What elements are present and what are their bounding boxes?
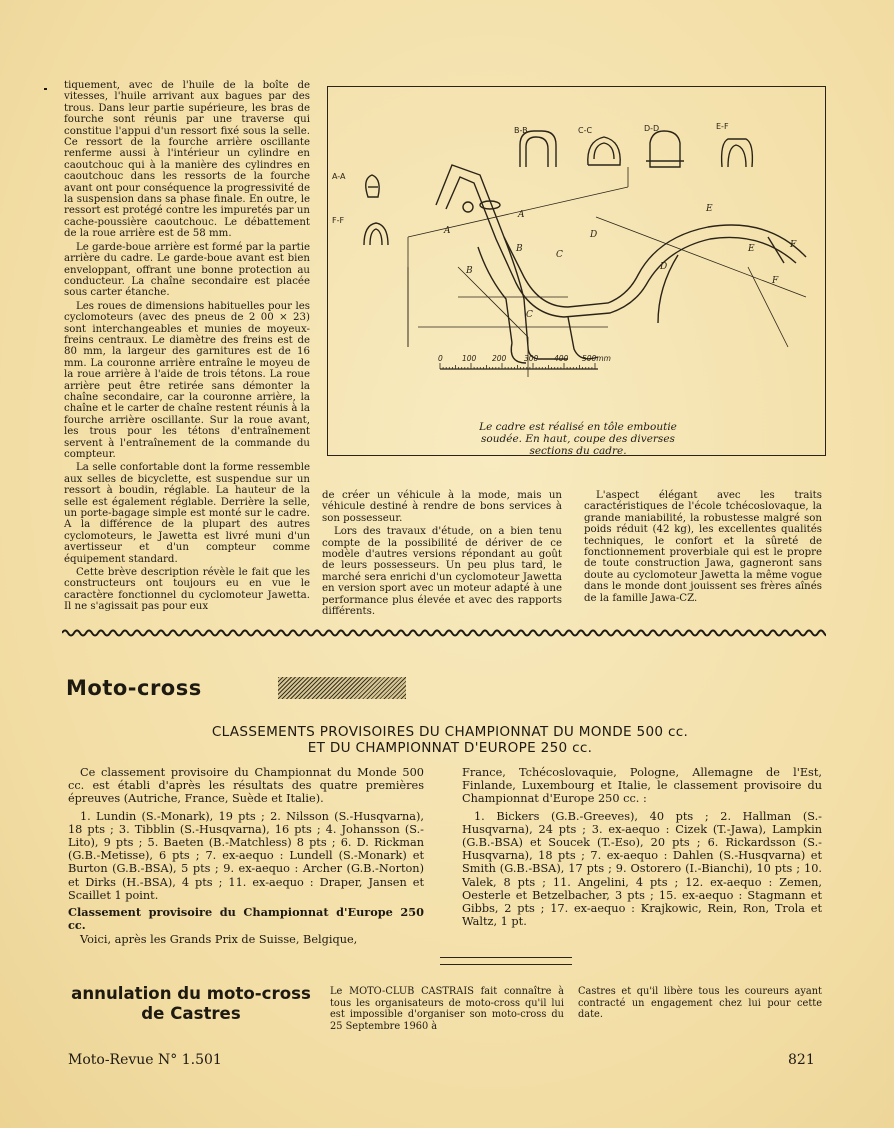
wave-divider: [62, 628, 826, 638]
scale-label: 500mm: [582, 354, 611, 363]
article-paragraph: tiquement, avec de l'huile de la boîte de vitesses, l'huile arrivant aux bagues par des trous. Dans leur partie supérieure, les bras de fourche sont réunis par une traverse qui constitue l'appui d'un ressort fixé sous la selle. Ce ressort de la fourche arrière oscillante renferme aussi à l'intérieur un cylindre en caoutchouc qui à la manière des cylindres en caoutchouc dans les ressorts de la fourche avant ont pour conséquence la progressivité de la suspension dans sa phase finale. En outre, le ressort est protégé contre les impuretés par un cache-poussière caoutchouc. Le débattement de la roue arrière est de 58 mm.: [64, 80, 310, 240]
heading-line: ET DU CHAMPIONNAT D'EUROPE 250 cc.: [307, 740, 593, 756]
scale-label: 200: [492, 354, 507, 363]
article-column-3: [584, 490, 822, 606]
article-column-2: [322, 490, 562, 619]
standings-heading: [140, 724, 760, 756]
article-column-1: [64, 80, 310, 615]
magazine-issue: Moto-Revue N° 1.501: [68, 1052, 222, 1068]
section-a-a-icon: [332, 172, 379, 197]
annulation-title: [66, 984, 316, 1024]
divider-rule: [440, 957, 572, 958]
divider-rule: [440, 964, 572, 965]
section-label: F-F: [332, 216, 345, 225]
scale-label: 0: [438, 354, 443, 363]
frame-label: B: [516, 244, 523, 254]
standings-paragraph: 1. Lundin (S.-Monark), 19 pts ; 2. Nilsson (S.-Husqvarna), 18 pts ; 3. Tibblin (S.-Husqvarna), 16 pts ; 4. Johansson (S.-Lito), 9 pts ; 5. Baeten (B.-Matchless) 8 pts ; 6. D. Rickman (G.B.-Metisse), 6 pts ; 7. ex-aequo : Lundell (S.-Monark) et Burton (G.B.-BSA), 5 pts ; 9. ex-aequo : Archer (G.B.-Norton) et Dirks (H.-BSA), 4 pts ; 11. ex-aequo : Draper, Jansen et Scaillet 1 point.: [68, 809, 424, 902]
motocross-section-header: [66, 674, 426, 702]
page-number: 821: [788, 1052, 815, 1068]
section-c-c-icon: [578, 126, 620, 165]
frame-label: E: [748, 244, 755, 254]
section-label: D-D: [644, 124, 660, 133]
article-paragraph: Cette brève description révèle le fait que les constructeurs ont toujours eu en vue le caractère fonctionnel du cyclomoteur Jawetta. Il ne s'agissait pas pour eux: [64, 567, 310, 613]
hatched-banner: [278, 677, 406, 699]
standings-column-right: [462, 766, 822, 932]
title-line: de Castres: [141, 1004, 241, 1023]
europe-subtitle: Classement provisoire du Championnat d'Europe 250 cc.: [68, 905, 424, 933]
frame-label: E: [706, 204, 713, 214]
frame-figure: [327, 86, 826, 456]
section-label: C-C: [578, 126, 593, 135]
standings-paragraph: Voici, après les Grands Prix de Suisse, Belgique,: [80, 933, 358, 947]
section-label: A-A: [332, 172, 346, 181]
section-label: B-B: [514, 126, 528, 135]
figure-caption: [448, 421, 708, 457]
scale-label: 300: [524, 354, 539, 363]
annulation-text-1: Le MOTO-CLUB CASTRAIS fait connaître à tous les organisateurs de moto-cross qu'il lui est impossible d'organiser son moto-cross du 25 Septembre 1960 à: [330, 986, 564, 1032]
frame-labels: [443, 204, 797, 320]
standings-paragraph: France, Tchécoslovaquie, Pologne, Allemagne de l'Est, Finlande, Luxembourg et Italie, le classement provisoire du Championnat d'Europe 250 cc. :: [462, 766, 822, 806]
article-paragraph: Lors des travaux d'étude, on a bien tenu compte de la possibilité de dériver de ce modèle d'autres versions répondant au goût de leurs possesseurs. Un peu plus tard, le marché sera enrichi d'un cyclomoteur Jawetta en version sport avec un moteur adapté à une performance plus élevée et avec des rapports différents.: [322, 526, 562, 618]
frame-label: D: [590, 230, 598, 240]
standings-paragraph: 1. Bickers (G.B.-Greeves), 40 pts ; 2. Hallman (S.-Husqvarna), 24 pts ; 3. ex-aequo : Cizek (T.-Jawa), Lampkin (G.B.-BSA) et Soucek (T.-Eso), 20 pts ; 6. Rickardsson (S.-Husqvarna), 18 pts ; 7. ex-aequo : Dahlen (S.-Husqvarna) et Smith (G.B.-BSA), 17 pts ; 9. Ostorero (I.-Bianchi), 10 pts ; 10. Valek, 8 pts ; 11. Angelini, 4 pts ; 12. ex-aequo : Zemen, Oesterle et Betzelbacher, 3 pts ; 15. ex-aequo : Stagmann et Gibbs, 2 pts ; 17. ex-aequo : Krajkowic, Rein, Ron, Trola et Waltz, 1 pt.: [462, 809, 822, 929]
standings-column-left: [68, 766, 424, 951]
article-paragraph: de créer un véhicule à la mode, mais un véhicule destiné à rendre de bons services à son possesseur.: [322, 490, 562, 524]
frame-label: B: [466, 266, 473, 276]
section-title: Moto-cross: [66, 676, 202, 700]
heading-line: CLASSEMENTS PROVISOIRES DU CHAMPIONNAT DU MONDE 500 cc.: [211, 724, 689, 740]
frame-label: A: [518, 210, 525, 220]
section-e-f-icon: [716, 122, 752, 167]
scale-label: 100: [462, 354, 477, 363]
frame-label: C: [526, 310, 533, 320]
section-d-d-icon: [644, 124, 684, 167]
article-paragraph: La selle confortable dont la forme ressemble aux selles de bicyclette, est suspendue sur un ressort à boudin, réglable. La hauteur de la selle est également réglable. Derrière la selle, un porte-bagage simple est monté sur le cadre. A la différence de la plupart des autres cyclomoteurs, le Jawetta est livré muni d'un avertisseur et d'un compteur comme équipement standard.: [64, 462, 310, 565]
frame-label: F: [790, 240, 797, 250]
title-line: annulation du moto-cross: [71, 984, 311, 1003]
section-label: E-F: [716, 122, 729, 131]
article-paragraph: L'aspect élégant avec les traits caractéristiques de l'école tchécoslovaque, la grande maniabilité, la robustesse malgré son poids réduit (42 kg), les excellentes qualités techniques, le confort et la sûreté de fonctionnement proverbiale qui est le propre de toute construction Jawa, gagneront sans doute au cyclomoteur Jawetta la même vogue dans le monde dont jouissent ses frères aînés de la famille Jawa-CZ.: [584, 490, 822, 604]
scale-bar: [438, 354, 611, 369]
article-paragraph: Les roues de dimensions habituelles pour les cyclomoteurs (avec des pneus de 2 00 × 23) sont interchangeables et munies de moyeux-freins centraux. Le diamètre des freins est de 80 mm, la largeur des garnitures est de 16 mm. La couronne arrière entraîne le moyeu de la roue arrière à l'aide de trois tétons. La roue arrière peut être retirée sans démonter la chaîne secondaire, car la couronne arrière, la chaîne et le carter de chaîne restent réunis à la fourche arrière oscillante. Sur la roue avant, les trous pour les tétons d'entraînement servent à l'entraînement de la commande du compteur.: [64, 300, 310, 460]
margin-mark: [44, 88, 47, 90]
caption-line: Le cadre est réalisé en tôle emboutie: [479, 421, 677, 433]
section-b-b-icon: [514, 126, 556, 167]
section-f-f-icon: [332, 216, 388, 245]
scale-label: 400: [554, 354, 569, 363]
caption-line: soudée. En haut, coupe des diverses: [481, 433, 675, 445]
frame-drawing: [328, 87, 825, 455]
frame-label: A: [444, 226, 451, 236]
standings-paragraph: Ce classement provisoire du Championnat du Monde 500 cc. est établi d'après les résultats des quatre premières épreuves (Autriche, France, Suède et Italie).: [68, 766, 424, 806]
annulation-text-2: Castres et qu'il libère tous les coureurs ayant contracté un engagement chez lui pour cette date.: [578, 986, 822, 1021]
frame-label: F: [772, 276, 779, 286]
caption-line: sections du cadre.: [529, 445, 627, 457]
frame-outline: [436, 165, 806, 363]
frame-label: D: [660, 262, 668, 272]
frame-label: C: [556, 250, 563, 260]
article-paragraph: Le garde-boue arrière est formé par la partie arrière du cadre. Le garde-boue avant est bien enveloppant, offrant une bonne protection au conducteur. La chaîne secondaire est placée sous carter étanche.: [64, 241, 310, 299]
